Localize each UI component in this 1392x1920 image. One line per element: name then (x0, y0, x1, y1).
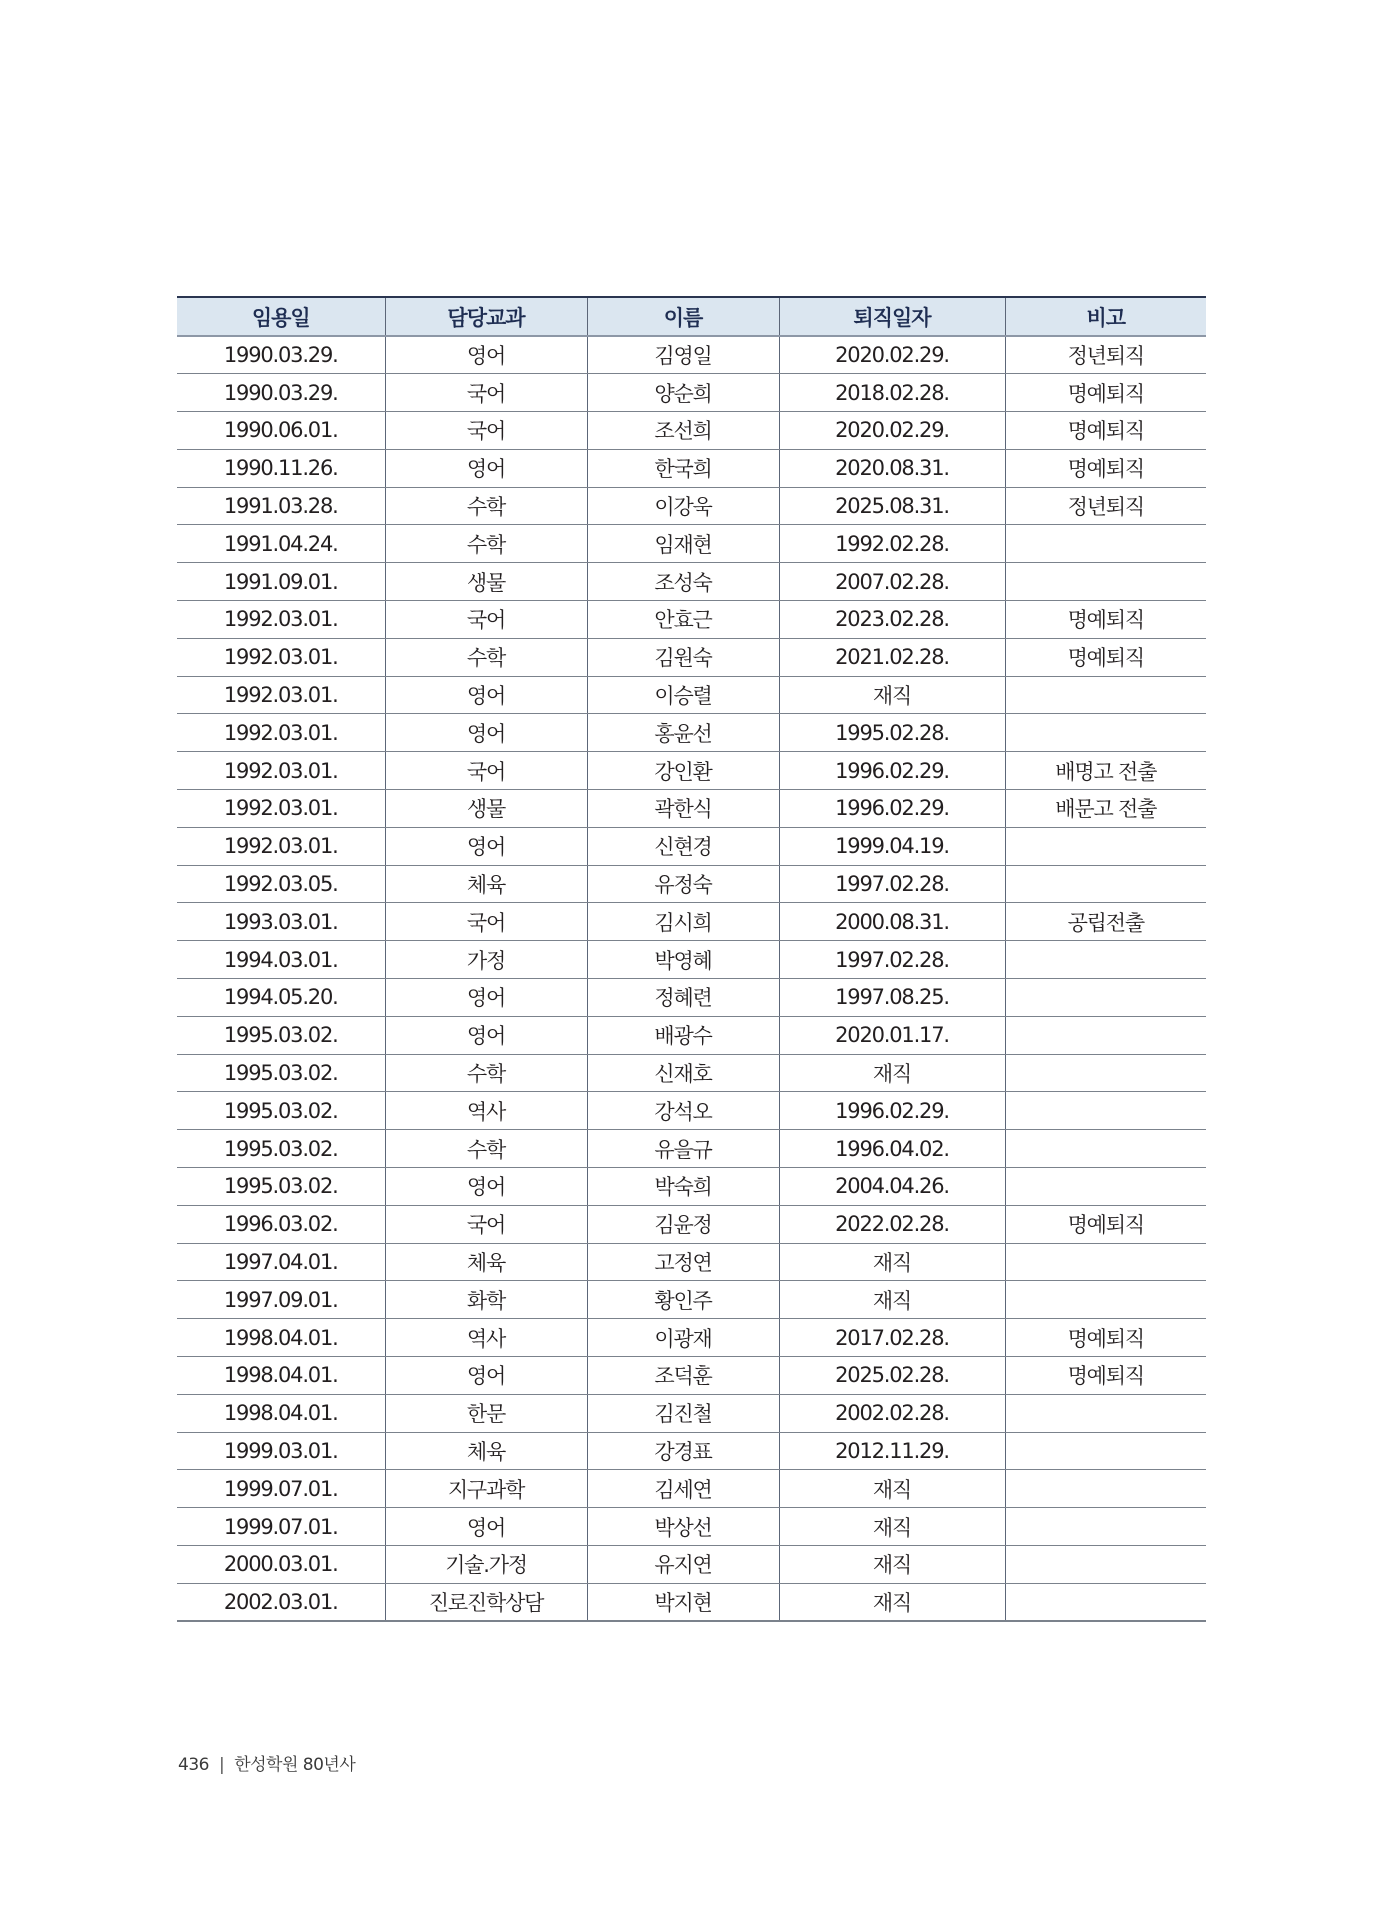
table-row (177, 1054, 1206, 1092)
table-row (177, 487, 1206, 525)
cell-remarks (1005, 941, 1206, 979)
cell-subject: 수학 (385, 638, 587, 676)
cell-subject: 한문 (385, 1394, 587, 1432)
cell-remarks (1005, 1432, 1206, 1470)
table-row (177, 412, 1206, 450)
cell-retirement-date: 2023.02.28. (779, 601, 1005, 639)
table-row (177, 941, 1206, 979)
cell-retirement-date: 재직 (779, 1243, 1005, 1281)
cell-appointment-date: 1992.03.01. (177, 827, 385, 865)
cell-appointment-date: 1998.04.01. (177, 1319, 385, 1357)
cell-appointment-date: 2000.03.01. (177, 1546, 385, 1584)
cell-remarks (1005, 1243, 1206, 1281)
cell-retirement-date: 2007.02.28. (779, 563, 1005, 601)
cell-name: 박상선 (587, 1508, 779, 1546)
cell-appointment-date: 1992.03.01. (177, 752, 385, 790)
cell-name: 이광재 (587, 1319, 779, 1357)
cell-retirement-date: 2002.02.28. (779, 1394, 1005, 1432)
table-row (177, 865, 1206, 903)
cell-name: 홍윤선 (587, 714, 779, 752)
cell-name: 고정연 (587, 1243, 779, 1281)
cell-name: 조성숙 (587, 563, 779, 601)
table-row (177, 1583, 1206, 1621)
cell-subject: 국어 (385, 752, 587, 790)
cell-name: 곽한식 (587, 790, 779, 828)
cell-subject: 수학 (385, 1054, 587, 1092)
cell-remarks (1005, 979, 1206, 1017)
cell-retirement-date: 2025.02.28. (779, 1357, 1005, 1395)
table-row (177, 1319, 1206, 1357)
table-row (177, 1508, 1206, 1546)
cell-remarks: 명예퇴직 (1005, 374, 1206, 412)
cell-name: 강석오 (587, 1092, 779, 1130)
cell-name: 김세연 (587, 1470, 779, 1508)
cell-remarks (1005, 525, 1206, 563)
cell-name: 김진철 (587, 1394, 779, 1432)
table-row (177, 676, 1206, 714)
table-row (177, 1281, 1206, 1319)
table-row (177, 336, 1206, 374)
cell-retirement-date: 재직 (779, 1546, 1005, 1584)
table-row (177, 752, 1206, 790)
cell-retirement-date: 1992.02.28. (779, 525, 1005, 563)
cell-subject: 진로진학상담 (385, 1583, 587, 1621)
cell-retirement-date: 2020.02.29. (779, 412, 1005, 450)
cell-remarks: 배명고 전출 (1005, 752, 1206, 790)
table-row (177, 1130, 1206, 1168)
cell-appointment-date: 1999.03.01. (177, 1432, 385, 1470)
cell-name: 신재호 (587, 1054, 779, 1092)
cell-appointment-date: 1990.03.29. (177, 374, 385, 412)
table-row (177, 563, 1206, 601)
cell-retirement-date: 재직 (779, 1508, 1005, 1546)
table-row (177, 374, 1206, 412)
table-row (177, 449, 1206, 487)
cell-appointment-date: 1992.03.01. (177, 676, 385, 714)
cell-subject: 영어 (385, 714, 587, 752)
cell-appointment-date: 1991.09.01. (177, 563, 385, 601)
cell-appointment-date: 1999.07.01. (177, 1470, 385, 1508)
cell-remarks (1005, 1394, 1206, 1432)
cell-retirement-date: 2012.11.29. (779, 1432, 1005, 1470)
cell-name: 강인환 (587, 752, 779, 790)
cell-remarks (1005, 1168, 1206, 1206)
cell-appointment-date: 1995.03.02. (177, 1054, 385, 1092)
table-row (177, 979, 1206, 1017)
cell-name: 황인주 (587, 1281, 779, 1319)
cell-retirement-date: 재직 (779, 1281, 1005, 1319)
cell-name: 유정숙 (587, 865, 779, 903)
cell-remarks (1005, 1583, 1206, 1621)
cell-name: 한국희 (587, 449, 779, 487)
cell-subject: 역사 (385, 1319, 587, 1357)
page-footer (178, 1750, 355, 1775)
cell-appointment-date: 1995.03.02. (177, 1016, 385, 1054)
page-number: 436 (178, 1755, 209, 1775)
cell-appointment-date: 1995.03.02. (177, 1130, 385, 1168)
cell-retirement-date: 재직 (779, 1583, 1005, 1621)
cell-remarks (1005, 1016, 1206, 1054)
cell-retirement-date: 2021.02.28. (779, 638, 1005, 676)
cell-subject: 생물 (385, 563, 587, 601)
cell-subject: 영어 (385, 336, 587, 374)
cell-name: 박숙희 (587, 1168, 779, 1206)
cell-retirement-date: 2020.08.31. (779, 449, 1005, 487)
cell-retirement-date: 2000.08.31. (779, 903, 1005, 941)
cell-retirement-date: 2018.02.28. (779, 374, 1005, 412)
cell-subject: 체육 (385, 865, 587, 903)
cell-name: 유을규 (587, 1130, 779, 1168)
cell-retirement-date: 1996.02.29. (779, 790, 1005, 828)
cell-name: 양순희 (587, 374, 779, 412)
cell-name: 임재현 (587, 525, 779, 563)
cell-retirement-date: 2020.01.17. (779, 1016, 1005, 1054)
header-remarks: 비고 (1005, 297, 1206, 336)
cell-subject: 수학 (385, 487, 587, 525)
cell-remarks (1005, 1281, 1206, 1319)
cell-appointment-date: 1992.03.01. (177, 638, 385, 676)
cell-remarks (1005, 1546, 1206, 1584)
cell-retirement-date: 재직 (779, 1470, 1005, 1508)
cell-remarks: 정년퇴직 (1005, 336, 1206, 374)
cell-subject: 국어 (385, 374, 587, 412)
cell-appointment-date: 1997.09.01. (177, 1281, 385, 1319)
cell-name: 유지연 (587, 1546, 779, 1584)
table-header (177, 297, 1206, 336)
cell-appointment-date: 1992.03.05. (177, 865, 385, 903)
header-subject: 담당교과 (385, 297, 587, 336)
table-row (177, 714, 1206, 752)
cell-remarks: 명예퇴직 (1005, 449, 1206, 487)
table-row (177, 1243, 1206, 1281)
cell-subject: 생물 (385, 790, 587, 828)
cell-appointment-date: 1990.06.01. (177, 412, 385, 450)
cell-name: 신현경 (587, 827, 779, 865)
cell-retirement-date: 2017.02.28. (779, 1319, 1005, 1357)
book-title: 한성학원 80년사 (234, 1755, 356, 1775)
cell-subject: 기술.가정 (385, 1546, 587, 1584)
cell-subject: 체육 (385, 1432, 587, 1470)
cell-appointment-date: 1994.03.01. (177, 941, 385, 979)
cell-subject: 지구과학 (385, 1470, 587, 1508)
table-row (177, 1168, 1206, 1206)
cell-appointment-date: 1998.04.01. (177, 1394, 385, 1432)
table-row (177, 827, 1206, 865)
cell-appointment-date: 1992.03.01. (177, 790, 385, 828)
cell-remarks (1005, 1054, 1206, 1092)
cell-subject: 체육 (385, 1243, 587, 1281)
footer-separator: | (218, 1755, 225, 1775)
table-row (177, 1016, 1206, 1054)
cell-name: 박지현 (587, 1583, 779, 1621)
cell-subject: 영어 (385, 1508, 587, 1546)
cell-appointment-date: 1990.11.26. (177, 449, 385, 487)
cell-appointment-date: 1996.03.02. (177, 1205, 385, 1243)
table-row (177, 1205, 1206, 1243)
cell-name: 조선희 (587, 412, 779, 450)
cell-subject: 영어 (385, 979, 587, 1017)
cell-subject: 국어 (385, 601, 587, 639)
table-row (177, 1357, 1206, 1395)
cell-retirement-date: 재직 (779, 1054, 1005, 1092)
cell-remarks (1005, 1130, 1206, 1168)
cell-retirement-date: 1997.02.28. (779, 941, 1005, 979)
cell-appointment-date: 1995.03.02. (177, 1168, 385, 1206)
cell-subject: 국어 (385, 1205, 587, 1243)
table-row (177, 1432, 1206, 1470)
cell-subject: 영어 (385, 449, 587, 487)
cell-remarks: 명예퇴직 (1005, 1319, 1206, 1357)
cell-remarks: 명예퇴직 (1005, 1205, 1206, 1243)
cell-remarks: 공립전출 (1005, 903, 1206, 941)
cell-appointment-date: 1990.03.29. (177, 336, 385, 374)
table-row (177, 790, 1206, 828)
cell-subject: 수학 (385, 1130, 587, 1168)
table-row (177, 903, 1206, 941)
cell-remarks (1005, 827, 1206, 865)
cell-remarks: 명예퇴직 (1005, 1357, 1206, 1395)
header-retirement-date: 퇴직일자 (779, 297, 1005, 336)
cell-appointment-date: 1992.03.01. (177, 601, 385, 639)
cell-retirement-date: 1997.08.25. (779, 979, 1005, 1017)
cell-remarks: 명예퇴직 (1005, 638, 1206, 676)
cell-appointment-date: 1992.03.01. (177, 714, 385, 752)
table-row (177, 1546, 1206, 1584)
cell-subject: 영어 (385, 1168, 587, 1206)
cell-appointment-date: 2002.03.01. (177, 1583, 385, 1621)
cell-appointment-date: 1991.04.24. (177, 525, 385, 563)
cell-subject: 영어 (385, 1016, 587, 1054)
cell-retirement-date: 2004.04.26. (779, 1168, 1005, 1206)
cell-retirement-date: 1996.02.29. (779, 1092, 1005, 1130)
cell-subject: 국어 (385, 903, 587, 941)
cell-name: 김원숙 (587, 638, 779, 676)
cell-name: 이승렬 (587, 676, 779, 714)
cell-retirement-date: 2025.08.31. (779, 487, 1005, 525)
header-name: 이름 (587, 297, 779, 336)
cell-retirement-date: 재직 (779, 676, 1005, 714)
cell-remarks: 명예퇴직 (1005, 412, 1206, 450)
cell-remarks (1005, 865, 1206, 903)
cell-remarks (1005, 1508, 1206, 1546)
cell-subject: 영어 (385, 676, 587, 714)
cell-subject: 역사 (385, 1092, 587, 1130)
cell-appointment-date: 1998.04.01. (177, 1357, 385, 1395)
cell-subject: 영어 (385, 1357, 587, 1395)
cell-subject: 영어 (385, 827, 587, 865)
cell-retirement-date: 1999.04.19. (779, 827, 1005, 865)
cell-retirement-date: 2022.02.28. (779, 1205, 1005, 1243)
cell-appointment-date: 1997.04.01. (177, 1243, 385, 1281)
cell-name: 정혜련 (587, 979, 779, 1017)
cell-name: 이강욱 (587, 487, 779, 525)
cell-appointment-date: 1999.07.01. (177, 1508, 385, 1546)
cell-remarks: 배문고 전출 (1005, 790, 1206, 828)
cell-appointment-date: 1993.03.01. (177, 903, 385, 941)
table-row (177, 1394, 1206, 1432)
table-row (177, 525, 1206, 563)
cell-name: 강경표 (587, 1432, 779, 1470)
cell-remarks (1005, 676, 1206, 714)
cell-appointment-date: 1994.05.20. (177, 979, 385, 1017)
cell-name: 배광수 (587, 1016, 779, 1054)
cell-remarks: 정년퇴직 (1005, 487, 1206, 525)
cell-name: 조덕훈 (587, 1357, 779, 1395)
cell-appointment-date: 1995.03.02. (177, 1092, 385, 1130)
table-row (177, 638, 1206, 676)
cell-subject: 가정 (385, 941, 587, 979)
cell-remarks (1005, 714, 1206, 752)
header-row (177, 297, 1206, 336)
cell-subject: 수학 (385, 525, 587, 563)
table-row (177, 601, 1206, 639)
cell-retirement-date: 2020.02.29. (779, 336, 1005, 374)
cell-name: 안효근 (587, 601, 779, 639)
table-row (177, 1470, 1206, 1508)
cell-remarks: 명예퇴직 (1005, 601, 1206, 639)
staff-table (177, 296, 1206, 1622)
table-body (177, 336, 1206, 1621)
cell-name: 박영혜 (587, 941, 779, 979)
header-appointment-date: 임용일 (177, 297, 385, 336)
cell-name: 김윤정 (587, 1205, 779, 1243)
cell-remarks (1005, 563, 1206, 601)
cell-retirement-date: 1995.02.28. (779, 714, 1005, 752)
cell-remarks (1005, 1092, 1206, 1130)
cell-retirement-date: 1996.02.29. (779, 752, 1005, 790)
cell-subject: 국어 (385, 412, 587, 450)
cell-remarks (1005, 1470, 1206, 1508)
cell-subject: 화학 (385, 1281, 587, 1319)
cell-retirement-date: 1996.04.02. (779, 1130, 1005, 1168)
cell-name: 김영일 (587, 336, 779, 374)
cell-retirement-date: 1997.02.28. (779, 865, 1005, 903)
table-row (177, 1092, 1206, 1130)
cell-name: 김시희 (587, 903, 779, 941)
cell-appointment-date: 1991.03.28. (177, 487, 385, 525)
